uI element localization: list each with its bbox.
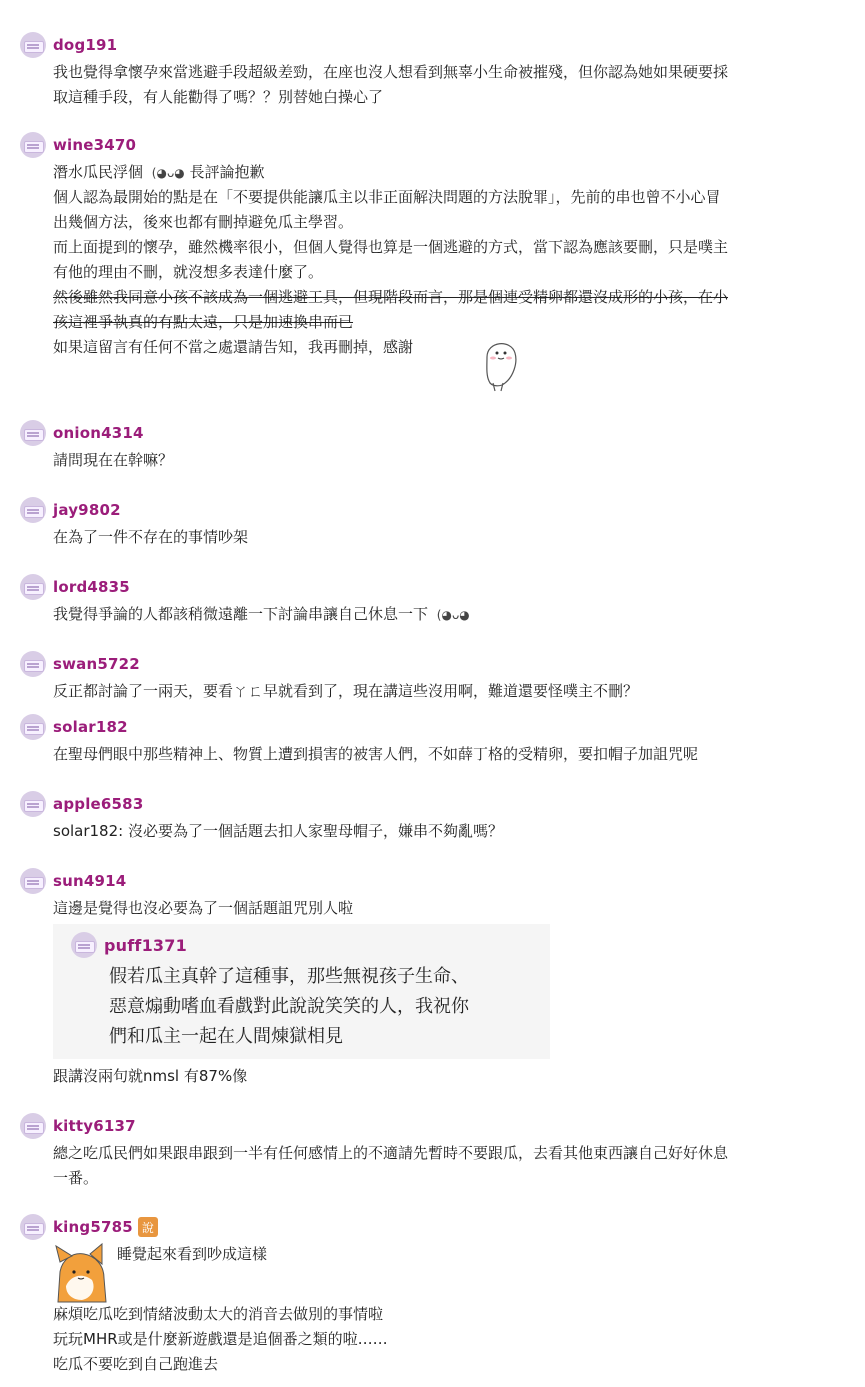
comment-text: 在為了一件不存在的事情吵架 [53,528,249,546]
comment-header [20,30,117,60]
comment-text: 玩玩MHR或是什麼新遊戲還是追個番之類的啦…… [53,1330,388,1348]
quote-text: 假若瓜主真幹了這種事，那些無視孩子生命、 [109,966,469,987]
comment-header [20,866,126,896]
username-link[interactable]: wine3470 [53,136,137,154]
comment-text: 請問現在在幹嘛？ [53,451,174,469]
comment-text: 在聖母們眼中那些精神上、物質上遭到損害的被害人們，不如薛丁格的受精卵，要扣帽子加詛咒呢 [53,745,699,763]
comment-text: 反正都討論了一兩天，要看ㄚㄈ早就看到了，現在講這些沒用啊，難道還要怪噗主不刪？ [53,682,639,700]
avatar[interactable] [20,132,46,158]
comment-text: 一番。 [53,1169,99,1187]
comment-text: 我也覺得拿懷孕來當逃避手段超級差勁，在座也沒人想看到無辜小生命被摧殘，但你認為她如果硬要採 [53,63,729,81]
emoticon-icon: (◕ᴗ◕ [436,608,470,622]
ghost-sticker-icon [477,333,525,395]
comment-text: 出幾個方法，後來也都有刪掉避免瓜主學習。 [53,213,354,231]
username-link[interactable]: dog191 [53,36,118,54]
comment-header [20,1212,158,1242]
comment-text-part: 長評論抱歉 [189,163,265,181]
comment-text-part: 潛水瓜民浮個 [53,163,144,181]
username-link[interactable]: swan5722 [53,655,140,673]
comment-text [53,160,265,186]
fox-sticker-icon [52,1242,114,1304]
comment-header [20,418,144,448]
comment-text: 取這種手段，有人能勸得了嗎？？別替她白操心了 [53,88,384,106]
comment-text [53,602,470,628]
quoted-comment [53,924,550,1059]
comment-text: 有他的理由不刪，就沒想多表達什麼了。 [53,263,324,281]
comment-text: solar182: 沒必要為了一個話題去扣人家聖母帽子，嫌串不夠亂嗎？ [53,822,503,840]
comment-header [20,495,121,525]
comment-header [20,1111,136,1141]
username-link[interactable]: lord4835 [53,578,130,596]
comment-text: 睡覺起來看到吵成這樣 [117,1245,268,1263]
quote-text: 惡意煽動嗜血看戲對此說說笑笑的人，我祝你 [109,996,469,1017]
avatar[interactable] [20,791,46,817]
username-link[interactable]: king5785 [53,1218,133,1236]
avatar[interactable] [20,32,46,58]
avatar[interactable] [20,420,46,446]
comment-text: 總之吃瓜民們如果跟串跟到一半有任何感情上的不適請先暫時不要跟瓜，去看其他東西讓自己好好休息 [53,1144,729,1162]
username-link[interactable]: jay9802 [53,501,121,519]
username-link[interactable]: kitty6137 [53,1117,136,1135]
comment-text-part: 我覺得爭論的人都該稍微遠離一下討論串讓自己休息一下 [53,605,429,623]
avatar[interactable] [71,932,97,958]
comment-header [20,789,143,819]
speech-badge: 說 [138,1217,158,1237]
comment-text: 個人認為最開始的點是在「不要提供能讓瓜主以非正面解決問題的方法脫罪」，先前的串也曾不小心冒 [53,188,721,206]
avatar[interactable] [20,714,46,740]
avatar[interactable] [20,868,46,894]
comment-text: 這邊是覺得也沒必要為了一個話題詛咒別人啦 [53,899,354,917]
username-link[interactable]: onion4314 [53,424,144,442]
comment-header [20,712,128,742]
quote-text: 們和瓜主一起在人間煉獄相見 [109,1026,343,1047]
avatar[interactable] [20,497,46,523]
comment-text: 如果這留言有任何不當之處還請告知，我再刪掉，感謝 [53,338,414,356]
avatar[interactable] [20,574,46,600]
avatar[interactable] [20,1214,46,1240]
username-link[interactable]: apple6583 [53,795,144,813]
comment-text: 麻煩吃瓜吃到情緒波動太大的消音去做別的事情啦 [53,1305,384,1323]
username-link[interactable]: sun4914 [53,872,127,890]
strikethrough-text: 然後雖然我同意小孩不該成為一個逃避工具，但現階段而言，那是個連受精卵都還沒成形的小孩，在小 [53,288,729,306]
comment-text: 而上面提到的懷孕，雖然機率很小，但個人覺得也算是一個逃避的方式，當下認為應該要刪，只是噗主 [53,238,729,256]
comment-text: 跟講沒兩句就nmsl 有87%像 [53,1067,248,1085]
username-link[interactable]: solar182 [53,718,128,736]
emoticon-icon: (◕ᴗ◕ [151,166,185,180]
strikethrough-text: 孩這裡爭執真的有點太遠，只是加速換串而已 [53,313,354,331]
comment-header [20,572,130,602]
avatar[interactable] [20,651,46,677]
quote-header [71,932,187,958]
comment-header [20,130,136,160]
avatar[interactable] [20,1113,46,1139]
comment-header [20,649,140,679]
comment-text: 吃瓜不要吃到自己跑進去 [53,1355,219,1373]
quoted-username-link[interactable]: puff1371 [104,935,187,955]
